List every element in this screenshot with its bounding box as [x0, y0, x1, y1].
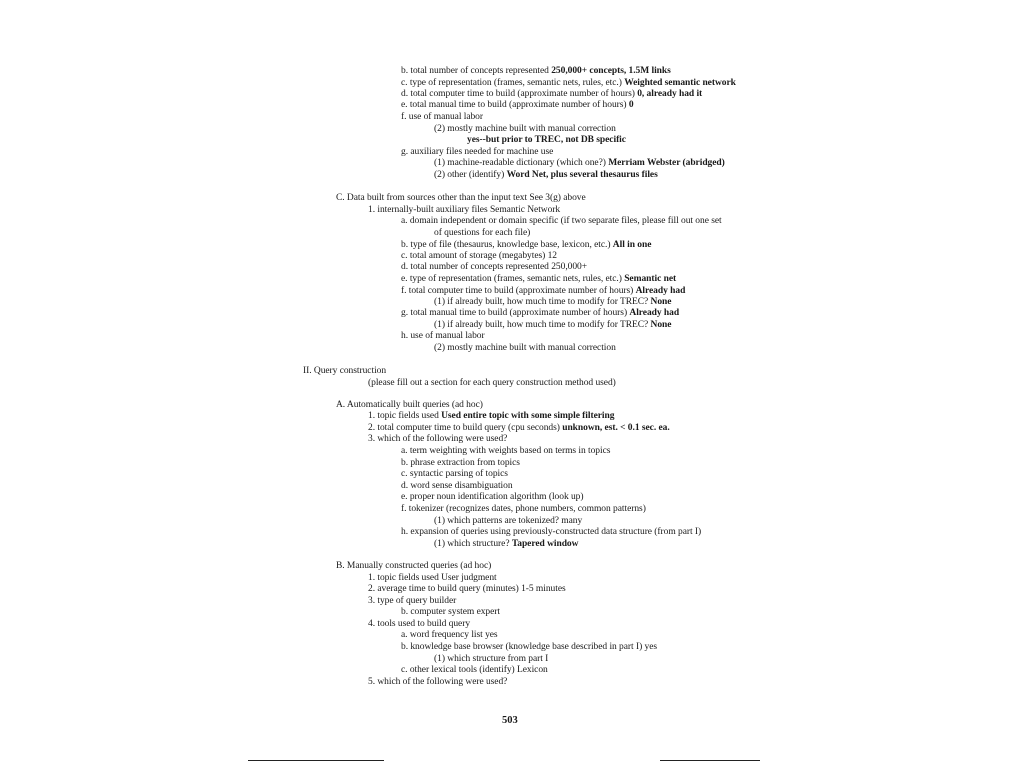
line-internal-files: 1. internally-built auxiliary files Semantic Network	[368, 205, 561, 215]
line-manual-labor-c: h. use of manual labor	[401, 331, 485, 341]
line-manual-time: e. total manual time to build (approximate number of hours) 0	[401, 100, 634, 110]
line-domain-independent: a. domain independent or domain specific (if two separate files, please fill out one set	[401, 216, 722, 226]
line-concepts-c: d. total number of concepts represented 250,000+	[401, 262, 588, 272]
line-manual-time-c: g. total manual time to build (approximate number of hours) Already had	[401, 308, 680, 318]
line-system-expert: b. computer system expert	[401, 607, 501, 617]
line-machine-built-c: (2) mostly machine built with manual correction	[434, 343, 616, 353]
line-which-structure: (1) which structure? Tapered window	[434, 539, 579, 549]
line-computer-time-c: f. total computer time to build (approximate number of hours) Already had	[401, 286, 686, 296]
line-modify-trec-2: (1) if already built, how much time to modify for TREC? None	[434, 320, 672, 330]
section-ii-heading: II. Query construction	[303, 366, 387, 376]
line-type-of-file: b. type of file (thesaurus, knowledge base, lexicon, etc.) All in one	[401, 240, 652, 250]
line-topic-fields-a: 1. topic fields used Used entire topic with some simple filtering	[368, 411, 615, 421]
section-a-heading: A. Automatically built queries (ad hoc)	[336, 400, 483, 410]
line-topic-fields-b: 1. topic fields used User judgment	[368, 573, 497, 583]
line-word-frequency: a. word frequency list yes	[401, 630, 498, 640]
line-computer-time: d. total computer time to build (approximate number of hours) 0, already had it	[401, 89, 703, 99]
line-tools-used: 4. tools used to build query	[368, 619, 471, 629]
section-c-heading: C. Data built from sources other than the input text See 3(g) above	[336, 193, 586, 203]
line-representation-c: e. type of representation (frames, semantic nets, rules, etc.) Semantic net	[401, 274, 677, 284]
line-machine-built: (2) mostly machine built with manual correction	[434, 124, 616, 134]
line-cpu-seconds: 2. total computer time to build query (cpu seconds) unknown, est. < 0.1 sec. ea.	[368, 423, 670, 433]
line-auxiliary-files: g. auxiliary files needed for machine use	[401, 147, 554, 157]
line-structure-part-i: (1) which structure from part I	[434, 654, 549, 664]
line-average-time: 2. average time to build query (minutes) 1-5 minutes	[368, 584, 566, 594]
line-fill-out-section: (please fill out a section for each query construction method used)	[368, 378, 616, 388]
page-number: 503	[502, 715, 518, 726]
line-modify-trec-1: (1) if already built, how much time to modify for TREC? None	[434, 297, 672, 307]
line-lexical-tools: c. other lexical tools (identify) Lexicon	[401, 665, 548, 675]
line-type-representation: c. type of representation (frames, semantic nets, rules, etc.) Weighted semantic network	[401, 78, 736, 88]
line-phrase-extraction: b. phrase extraction from topics	[401, 458, 520, 468]
line-kb-browser: b. knowledge base browser (knowledge base described in part I) yes	[401, 642, 658, 652]
line-syntactic-parsing: c. syntactic parsing of topics	[401, 469, 508, 479]
line-storage: c. total amount of storage (megabytes) 12	[401, 251, 557, 261]
line-other-identify: (2) other (identify) Word Net, plus several thesaurus files	[434, 170, 658, 180]
line-manual-labor: f. use of manual labor	[401, 112, 483, 122]
section-b-heading: B. Manually constructed queries (ad hoc)	[336, 561, 492, 571]
line-concepts-represented: b. total number of concepts represented 250,000+ concepts, 1.5M links	[401, 66, 671, 76]
line-word-sense: d. word sense disambiguation	[401, 481, 513, 491]
footer-rule-right	[660, 760, 760, 761]
line-proper-noun: e. proper noun identification algorithm (look up)	[401, 492, 584, 502]
footer-rule-left	[248, 760, 384, 761]
line-tokenizer: f. tokenizer (recognizes dates, phone numbers, common patterns)	[401, 504, 646, 514]
line-which-used-b: 5. which of the following were used?	[368, 677, 508, 687]
line-prior-to-trec: yes--but prior to TREC, not DB specific	[467, 135, 626, 145]
line-term-weighting: a. term weighting with weights based on terms in topics	[401, 446, 611, 456]
line-which-used-a: 3. which of the following were used?	[368, 434, 508, 444]
line-questions-each-file: of questions for each file)	[434, 228, 531, 238]
line-patterns-tokenized: (1) which patterns are tokenized? many	[434, 516, 583, 526]
line-mrd: (1) machine-readable dictionary (which one?) Merriam Webster (abridged)	[434, 158, 725, 168]
line-expansion: h. expansion of queries using previously-constructed data structure (from part I)	[401, 527, 702, 537]
line-query-builder: 3. type of query builder	[368, 596, 457, 606]
